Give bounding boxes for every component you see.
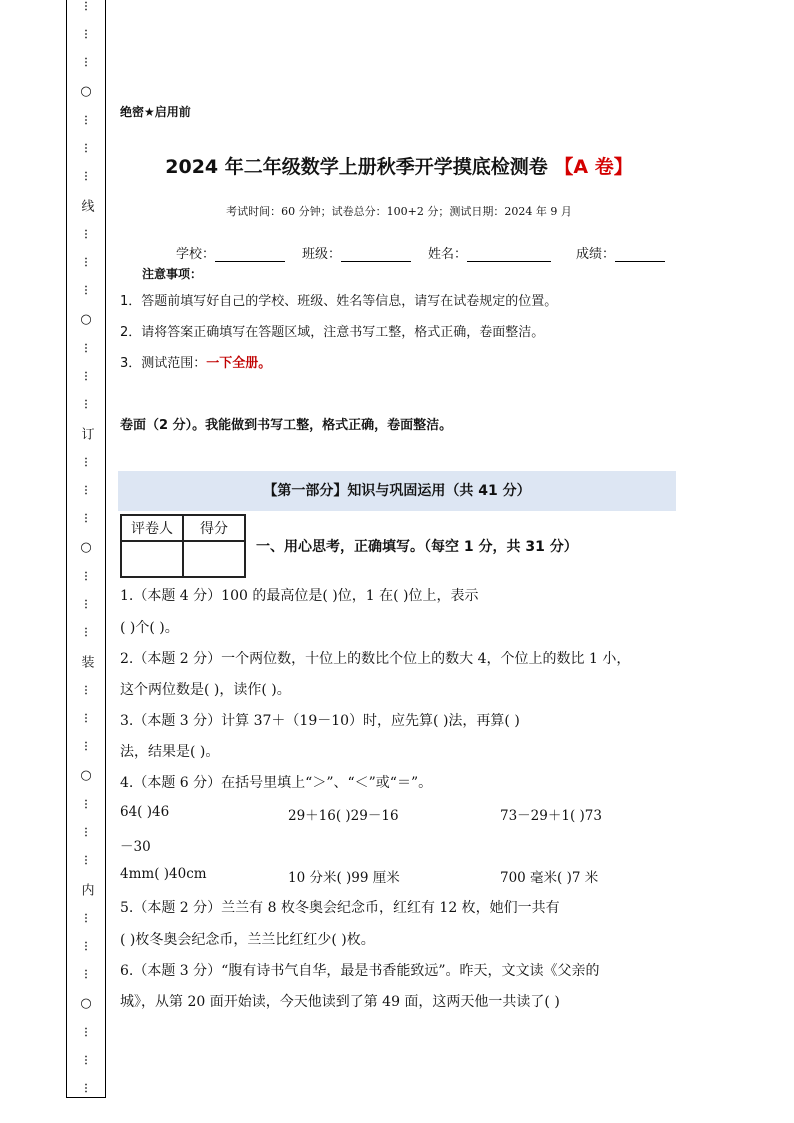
- binding-dots: ⋮: [81, 854, 91, 866]
- question-5-line-2: ( )枚冬奥会纪念币，兰兰比红红少( )枚。: [120, 932, 375, 948]
- section-title-bar: 【第一部分】知识与巩固运用（共 41 分）: [118, 471, 676, 511]
- notice-title: 注意事项：: [142, 267, 203, 281]
- binding-dots: ⋮: [81, 1027, 91, 1038]
- binding-circle: ○: [80, 312, 92, 328]
- class-label: 班级：: [302, 247, 342, 262]
- binding-dots: ⋮: [81, 968, 91, 980]
- score-blank[interactable]: [615, 247, 665, 262]
- comparison-5: 10 分米( )99 厘米: [288, 870, 400, 886]
- question-1-line-1: 1.（本题 4 分）100 的最高位是( )位，1 在( )位上，表示: [120, 588, 479, 604]
- binding-circle: ○: [80, 996, 92, 1012]
- question-3-line-2: 法，结果是( )。: [120, 744, 220, 760]
- binding-dots: ⋮: [81, 598, 91, 610]
- notice-item-3-label: 3．测试范围：: [120, 356, 207, 371]
- exam-info: 考试时间：60 分钟；试卷总分：100+2 分；测试日期：2024 年 9 月: [226, 205, 572, 218]
- question-2-line-1: 2.（本题 2 分）一个两位数，十位上的数比个位上的数大 4，个位上的数比 1 小，: [120, 651, 631, 667]
- question-2-line-2: 这个两位数是( )，读作( )。: [120, 682, 291, 698]
- question-6-line-2: 城》，从第 20 面开始读，今天他读到了第 49 面，这两天他一共读了( ): [120, 994, 560, 1010]
- comparison-6: 700 毫米( )7 米: [500, 870, 599, 886]
- comparison-3: 73－29＋1( )73: [500, 808, 602, 824]
- class-blank[interactable]: [341, 247, 411, 262]
- binding-word-nei: 内: [78, 883, 94, 897]
- title-tag: 【A 卷】: [554, 156, 633, 178]
- binding-dots: ⋮: [81, 740, 91, 752]
- binding-dots: ⋮: [81, 284, 91, 296]
- binding-dots: ⋮: [81, 484, 91, 496]
- binding-dots: ⋮: [81, 685, 91, 696]
- comparison-1: 64( )46: [120, 804, 170, 820]
- score-field[interactable]: [576, 243, 665, 262]
- school-label: 学校：: [176, 247, 216, 262]
- binding-dots: ⋮: [81, 256, 91, 268]
- comparison-2: 29＋16( )29－16: [288, 808, 399, 824]
- binding-dots: ⋮: [81, 28, 91, 40]
- binding-dots: ⋮: [81, 142, 91, 154]
- score-header: 得分: [183, 515, 245, 541]
- name-blank[interactable]: [467, 247, 551, 262]
- title-main: 2024 年二年级数学上册秋季开学摸底检测卷: [165, 156, 548, 178]
- question-5-line-1: 5.（本题 2 分）兰兰有 8 枚冬奥会纪念币，红红有 12 枚，她们一共有: [120, 900, 560, 916]
- binding-dots: ⋮: [81, 457, 91, 468]
- score-label: 成绩：: [576, 247, 616, 262]
- binding-circle: ○: [80, 84, 92, 100]
- binding-circle: ○: [80, 768, 92, 784]
- binding-dots: ⋮: [81, 1054, 91, 1066]
- binding-circle: ○: [80, 540, 92, 556]
- binding-word-zhuang: 装: [78, 655, 94, 669]
- school-blank[interactable]: [215, 247, 285, 262]
- binding-dots: ⋮: [81, 913, 91, 924]
- comparison-3-continued: －30: [120, 839, 151, 855]
- class-field[interactable]: [302, 243, 411, 262]
- binding-word-ding: 订: [78, 427, 94, 441]
- question-4-line-1: 4.（本题 6 分）在括号里填上“＞”、“＜”或“＝”。: [120, 775, 433, 791]
- binding-dots: ⋮: [81, 712, 91, 724]
- name-field[interactable]: [428, 243, 551, 262]
- school-field[interactable]: [176, 243, 285, 262]
- question-heading: 一、用心思考，正确填写。（每空 1 分，共 31 分）: [256, 539, 578, 555]
- binding-word-line: 线: [78, 199, 94, 213]
- binding-dots: ⋮: [81, 370, 91, 382]
- binding-dots: ⋮: [81, 56, 91, 68]
- notice-item-3-value: 一下全册。: [206, 356, 272, 371]
- question-6-line-1: 6.（本题 3 分）“腹有诗书气自华，最是书香能致远”。昨天，文文读《父亲的: [120, 963, 600, 979]
- grading-table: [120, 514, 246, 578]
- page-neatness-note: 卷面（2 分）。我能做到书写工整，格式正确，卷面整洁。: [120, 418, 453, 433]
- page-title: [100, 152, 698, 179]
- question-3-line-1: 3.（本题 3 分）计算 37＋（19－10）时，应先算( )法，再算( ): [120, 713, 520, 729]
- binding-dots: ⋮: [81, 799, 91, 810]
- binding-dots: ⋮: [81, 1082, 91, 1094]
- notice-item-2: 2．请将答案正确填写在答题区域，注意书写工整，格式正确，卷面整洁。: [120, 325, 545, 340]
- secret-label: 绝密★启用前: [120, 105, 191, 119]
- grader-cell[interactable]: [121, 541, 183, 577]
- binding-dots: ⋮: [81, 626, 91, 638]
- grader-header: 评卷人: [121, 515, 183, 541]
- score-cell[interactable]: [183, 541, 245, 577]
- binding-dots: ⋮: [81, 512, 91, 524]
- binding-dots: ⋮: [81, 229, 91, 240]
- binding-dots: ⋮: [81, 343, 91, 354]
- binding-dots: ⋮: [81, 940, 91, 952]
- name-label: 姓名：: [428, 247, 468, 262]
- binding-dots: ⋮: [81, 826, 91, 838]
- binding-dots: ⋮: [81, 170, 91, 182]
- binding-dots: ⋮: [81, 115, 91, 126]
- binding-dots: ⋮: [81, 571, 91, 582]
- notice-item-1: 1．答题前填写好自己的学校、班级、姓名等信息，请写在试卷规定的位置。: [120, 294, 558, 309]
- binding-dots: ⋮: [81, 398, 91, 410]
- binding-dots: ⋮: [81, 1, 91, 12]
- question-1-line-2: ( )个( )。: [120, 620, 179, 636]
- notice-item-3: [120, 352, 271, 371]
- comparison-4: 4mm( )40cm: [120, 866, 207, 882]
